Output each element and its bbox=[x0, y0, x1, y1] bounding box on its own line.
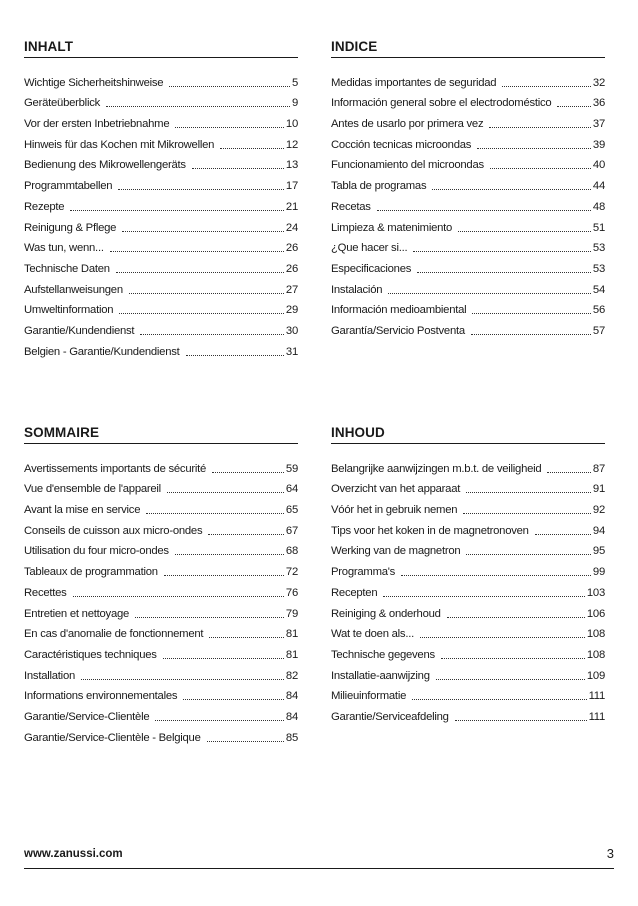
toc-entry-title: Overzicht van het apparaat bbox=[331, 483, 461, 496]
toc-entry-page: 56 bbox=[592, 304, 605, 317]
toc-entry-page: 30 bbox=[285, 324, 298, 337]
toc-entry-page: 44 bbox=[592, 180, 605, 193]
toc-entry[interactable] bbox=[331, 476, 605, 497]
footer-url-link[interactable]: www.zanussi.com bbox=[24, 848, 123, 860]
dot-leader bbox=[220, 147, 284, 149]
dot-leader bbox=[383, 595, 585, 597]
toc-entry[interactable] bbox=[331, 558, 605, 579]
section-title: SOMMAIRE bbox=[24, 424, 298, 444]
toc-entry[interactable] bbox=[24, 90, 298, 111]
toc-entry-page: 108 bbox=[586, 648, 605, 661]
dot-leader bbox=[164, 574, 284, 576]
dot-leader bbox=[209, 636, 284, 638]
dot-leader bbox=[388, 292, 591, 294]
toc-list bbox=[24, 69, 298, 359]
toc-entry-page: 111 bbox=[588, 710, 605, 723]
toc-entry-page: 87 bbox=[592, 462, 605, 475]
toc-entry-page: 95 bbox=[592, 545, 605, 558]
toc-entry-title: Informations environnementales bbox=[24, 690, 178, 703]
toc-entry-page: 84 bbox=[285, 710, 298, 723]
toc-entry-title: Especificaciones bbox=[331, 262, 412, 275]
dot-leader bbox=[73, 595, 284, 597]
toc-entry-page: 65 bbox=[285, 504, 298, 517]
toc-entry-page: 12 bbox=[285, 138, 298, 151]
toc-entry[interactable] bbox=[331, 455, 605, 476]
toc-entry-page: 53 bbox=[592, 262, 605, 275]
toc-entry[interactable] bbox=[331, 276, 605, 297]
toc-entry-page: 54 bbox=[592, 283, 605, 296]
toc-entry-title: Technische gegevens bbox=[331, 648, 435, 661]
toc-entry[interactable] bbox=[24, 538, 298, 559]
dot-leader bbox=[432, 188, 591, 190]
toc-entry-title: Technische Daten bbox=[24, 262, 110, 275]
dot-leader bbox=[463, 512, 591, 514]
toc-entry[interactable] bbox=[331, 579, 605, 600]
toc-entry-page: 13 bbox=[285, 159, 298, 172]
toc-entry-title: Entretien et nettoyage bbox=[24, 607, 130, 620]
toc-entry[interactable] bbox=[331, 69, 605, 90]
toc-entry-title: Garantie/Kundendienst bbox=[24, 324, 135, 337]
toc-entry[interactable] bbox=[24, 193, 298, 214]
toc-entry-page: 85 bbox=[285, 731, 298, 744]
toc-entry[interactable] bbox=[331, 214, 605, 235]
toc-entry[interactable] bbox=[24, 517, 298, 538]
dot-leader bbox=[116, 271, 284, 273]
dot-leader bbox=[163, 657, 284, 659]
toc-section-german bbox=[24, 38, 298, 359]
toc-entry[interactable] bbox=[24, 276, 298, 297]
toc-entry-page: 26 bbox=[285, 242, 298, 255]
toc-entry-title: Wichtige Sicherheitshinweise bbox=[24, 76, 164, 89]
dot-leader bbox=[471, 333, 591, 335]
dot-leader bbox=[412, 698, 586, 700]
toc-entry[interactable] bbox=[331, 600, 605, 621]
toc-entry-title: Milieuinformatie bbox=[331, 690, 407, 703]
dot-leader bbox=[118, 188, 284, 190]
toc-entry[interactable] bbox=[24, 683, 298, 704]
toc-entry[interactable] bbox=[24, 235, 298, 256]
toc-entry-title: Garantie/Serviceafdeling bbox=[331, 710, 449, 723]
toc-entry[interactable] bbox=[331, 662, 605, 683]
dot-leader bbox=[122, 230, 284, 232]
toc-entry-title: Bedienung des Mikrowellengeräts bbox=[24, 159, 186, 172]
toc-entry-title: Medidas importantes de seguridad bbox=[331, 76, 497, 89]
toc-entry-page: 24 bbox=[285, 221, 298, 234]
dot-leader bbox=[436, 678, 585, 680]
toc-entry-title: Vóór het in gebruik nemen bbox=[331, 504, 458, 517]
dot-leader bbox=[441, 657, 585, 659]
dot-leader bbox=[447, 616, 585, 618]
toc-entry-page: 57 bbox=[592, 324, 605, 337]
dot-leader bbox=[466, 491, 591, 493]
dot-leader bbox=[175, 126, 284, 128]
toc-entry[interactable] bbox=[24, 558, 298, 579]
toc-entry-title: Recetas bbox=[331, 200, 371, 213]
toc-entry[interactable] bbox=[24, 110, 298, 131]
toc-entry-page: 26 bbox=[285, 262, 298, 275]
toc-entry[interactable] bbox=[24, 317, 298, 338]
toc-entry[interactable] bbox=[24, 338, 298, 359]
toc-entry-title: Belangrijke aanwijzingen m.b.t. de veiligheid bbox=[331, 462, 542, 475]
toc-entry-title: Tips voor het koken in de magnetronoven bbox=[331, 524, 529, 537]
toc-list bbox=[331, 455, 605, 724]
toc-entry[interactable] bbox=[331, 621, 605, 642]
toc-entry-page: 17 bbox=[285, 180, 298, 193]
dot-leader bbox=[81, 678, 284, 680]
toc-entry-page: 27 bbox=[285, 283, 298, 296]
toc-entry-title: Reinigung & Pflege bbox=[24, 221, 117, 234]
dot-leader bbox=[547, 471, 590, 473]
toc-entry-title: En cas d'anomalie de fonctionnement bbox=[24, 628, 204, 641]
toc-entry[interactable] bbox=[331, 193, 605, 214]
dot-leader bbox=[135, 616, 284, 618]
toc-entry-title: Belgien - Garantie/Kundendienst bbox=[24, 345, 180, 358]
toc-entry[interactable] bbox=[24, 152, 298, 173]
toc-entry-page: 94 bbox=[592, 524, 605, 537]
toc-entry-page: 39 bbox=[592, 138, 605, 151]
dot-leader bbox=[401, 574, 591, 576]
toc-entry-page: 109 bbox=[586, 669, 605, 682]
dot-leader bbox=[502, 85, 591, 87]
toc-entry-title: Programmtabellen bbox=[24, 180, 113, 193]
toc-entry-page: 51 bbox=[592, 221, 605, 234]
toc-entry-page: 111 bbox=[588, 690, 605, 703]
toc-entry[interactable] bbox=[331, 172, 605, 193]
toc-entry-title: Tableaux de programmation bbox=[24, 566, 158, 579]
toc-entry-page: 99 bbox=[592, 566, 605, 579]
toc-entry-title: Vor der ersten Inbetriebnahme bbox=[24, 118, 170, 131]
toc-section-spanish bbox=[331, 38, 605, 338]
dot-leader bbox=[70, 209, 284, 211]
dot-leader bbox=[208, 533, 284, 535]
dot-leader bbox=[207, 740, 284, 742]
toc-entry-page: 40 bbox=[592, 159, 605, 172]
dot-leader bbox=[183, 698, 284, 700]
toc-entry-page: 82 bbox=[285, 669, 298, 682]
page-number: 3 bbox=[606, 846, 614, 861]
toc-entry-title: Garantie/Service-Clientèle - Belgique bbox=[24, 731, 201, 744]
toc-list bbox=[24, 455, 298, 745]
toc-entry[interactable] bbox=[331, 538, 605, 559]
toc-entry-title: Recepten bbox=[331, 586, 378, 599]
dot-leader bbox=[110, 250, 284, 252]
section-title: INHOUD bbox=[331, 424, 605, 444]
dot-leader bbox=[472, 312, 591, 314]
toc-entry-page: 59 bbox=[285, 462, 298, 475]
dot-leader bbox=[106, 105, 290, 107]
dot-leader bbox=[458, 230, 591, 232]
dot-leader bbox=[557, 105, 590, 107]
dot-leader bbox=[455, 719, 587, 721]
dot-leader bbox=[477, 147, 591, 149]
dot-leader bbox=[212, 471, 284, 473]
toc-entry[interactable] bbox=[24, 579, 298, 600]
toc-entry-title: Geräteüberblick bbox=[24, 97, 100, 110]
toc-entry[interactable] bbox=[331, 255, 605, 276]
toc-entry-page: 36 bbox=[592, 97, 605, 110]
dot-leader bbox=[119, 312, 284, 314]
toc-entry-page: 37 bbox=[592, 118, 605, 131]
toc-entry-title: Was tun, wenn... bbox=[24, 242, 104, 255]
toc-entry[interactable] bbox=[24, 496, 298, 517]
toc-entry-title: Tabla de programas bbox=[331, 180, 427, 193]
dot-leader bbox=[140, 333, 284, 335]
toc-entry-title: Avertissements importants de sécurité bbox=[24, 462, 207, 475]
toc-entry-title: Rezepte bbox=[24, 200, 65, 213]
toc-entry-title: Conseils de cuisson aux micro-ondes bbox=[24, 524, 203, 537]
toc-entry-page: 84 bbox=[285, 690, 298, 703]
toc-entry-title: Reiniging & onderhoud bbox=[331, 607, 441, 620]
toc-entry-title: Werking van de magnetron bbox=[331, 545, 461, 558]
toc-entry-page: 31 bbox=[285, 345, 298, 358]
footer-divider bbox=[24, 868, 614, 869]
toc-entry-page: 81 bbox=[285, 648, 298, 661]
toc-entry[interactable] bbox=[331, 110, 605, 131]
toc-entry-title: Garantía/Servicio Postventa bbox=[331, 324, 465, 337]
toc-entry[interactable] bbox=[24, 621, 298, 642]
toc-entry-title: Programma's bbox=[331, 566, 396, 579]
toc-entry-title: ¿Que hacer si... bbox=[331, 242, 408, 255]
toc-entry-page: 106 bbox=[586, 607, 605, 620]
toc-entry-page: 10 bbox=[285, 118, 298, 131]
dot-leader bbox=[490, 167, 591, 169]
dot-leader bbox=[413, 250, 591, 252]
toc-entry-page: 29 bbox=[285, 304, 298, 317]
toc-entry-title: Información general sobre el electrodoméstico bbox=[331, 97, 552, 110]
toc-section-french bbox=[24, 424, 298, 745]
toc-entry[interactable] bbox=[24, 600, 298, 621]
dot-leader bbox=[146, 512, 284, 514]
toc-entry-title: Información medioambiental bbox=[331, 304, 467, 317]
toc-entry-page: 103 bbox=[586, 586, 605, 599]
toc-entry-page: 68 bbox=[285, 545, 298, 558]
toc-entry-page: 72 bbox=[285, 566, 298, 579]
toc-list bbox=[331, 69, 605, 338]
dot-leader bbox=[186, 354, 284, 356]
toc-entry-page: 32 bbox=[592, 76, 605, 89]
toc-entry[interactable] bbox=[331, 131, 605, 152]
toc-entry[interactable] bbox=[24, 724, 298, 745]
toc-entry[interactable] bbox=[24, 172, 298, 193]
toc-entry-page: 67 bbox=[285, 524, 298, 537]
toc-entry[interactable] bbox=[24, 297, 298, 318]
dot-leader bbox=[167, 491, 284, 493]
toc-entry-title: Vue d'ensemble de l'appareil bbox=[24, 483, 161, 496]
toc-entry-title: Garantie/Service-Clientèle bbox=[24, 710, 150, 723]
toc-entry[interactable] bbox=[331, 297, 605, 318]
toc-entry[interactable] bbox=[331, 517, 605, 538]
toc-entry-title: Caractéristiques techniques bbox=[24, 648, 157, 661]
dot-leader bbox=[169, 85, 290, 87]
toc-entry-title: Avant la mise en service bbox=[24, 504, 141, 517]
toc-entry-title: Utilisation du four micro-ondes bbox=[24, 545, 169, 558]
dot-leader bbox=[420, 636, 585, 638]
toc-entry[interactable] bbox=[331, 317, 605, 338]
toc-entry[interactable] bbox=[331, 703, 605, 724]
toc-section-dutch bbox=[331, 424, 605, 724]
toc-entry-page: 108 bbox=[586, 628, 605, 641]
toc-entry[interactable] bbox=[331, 235, 605, 256]
dot-leader bbox=[192, 167, 284, 169]
toc-entry[interactable] bbox=[24, 662, 298, 683]
toc-entry[interactable] bbox=[331, 152, 605, 173]
toc-entry[interactable] bbox=[24, 455, 298, 476]
toc-entry[interactable] bbox=[24, 703, 298, 724]
toc-entry[interactable] bbox=[24, 131, 298, 152]
toc-entry-title: Installatie-aanwijzing bbox=[331, 669, 430, 682]
dot-leader bbox=[489, 126, 591, 128]
toc-entry[interactable] bbox=[24, 69, 298, 90]
toc-entry[interactable] bbox=[331, 496, 605, 517]
section-title: INDICE bbox=[331, 38, 605, 58]
toc-entry-page: 53 bbox=[592, 242, 605, 255]
toc-entry-title: Aufstellanweisungen bbox=[24, 283, 123, 296]
toc-entry-title: Recettes bbox=[24, 586, 67, 599]
toc-entry[interactable] bbox=[24, 214, 298, 235]
toc-entry-page: 76 bbox=[285, 586, 298, 599]
toc-entry-title: Instalación bbox=[331, 283, 383, 296]
toc-entry-title: Hinweis für das Kochen mit Mikrowellen bbox=[24, 138, 215, 151]
toc-entry-page: 48 bbox=[592, 200, 605, 213]
toc-entry[interactable] bbox=[24, 255, 298, 276]
dot-leader bbox=[377, 209, 591, 211]
toc-entry[interactable] bbox=[24, 476, 298, 497]
dot-leader bbox=[175, 553, 284, 555]
toc-entry[interactable] bbox=[331, 90, 605, 111]
toc-entry-title: Antes de usarlo por primera vez bbox=[331, 118, 484, 131]
dot-leader bbox=[155, 719, 284, 721]
dot-leader bbox=[129, 292, 284, 294]
toc-entry-page: 64 bbox=[285, 483, 298, 496]
toc-entry[interactable] bbox=[331, 683, 605, 704]
dot-leader bbox=[417, 271, 591, 273]
section-title: INHALT bbox=[24, 38, 298, 58]
toc-entry-title: Umweltinformation bbox=[24, 304, 114, 317]
toc-entry-page: 21 bbox=[285, 200, 298, 213]
toc-entry[interactable] bbox=[24, 641, 298, 662]
toc-entry-title: Cocción tecnicas microondas bbox=[331, 138, 472, 151]
toc-entry-page: 91 bbox=[592, 483, 605, 496]
dot-leader bbox=[466, 553, 590, 555]
toc-entry-title: Installation bbox=[24, 669, 76, 682]
toc-entry-page: 9 bbox=[291, 97, 298, 110]
toc-entry-title: Wat te doen als... bbox=[331, 628, 414, 641]
toc-entry-title: Limpieza & matenimiento bbox=[331, 221, 453, 234]
toc-entry-page: 92 bbox=[592, 504, 605, 517]
toc-entry-page: 79 bbox=[285, 607, 298, 620]
dot-leader bbox=[535, 533, 591, 535]
toc-entry[interactable] bbox=[331, 641, 605, 662]
toc-entry-page: 81 bbox=[285, 628, 298, 641]
toc-entry-page: 5 bbox=[291, 76, 298, 89]
toc-entry-title: Funcionamiento del microondas bbox=[331, 159, 484, 172]
